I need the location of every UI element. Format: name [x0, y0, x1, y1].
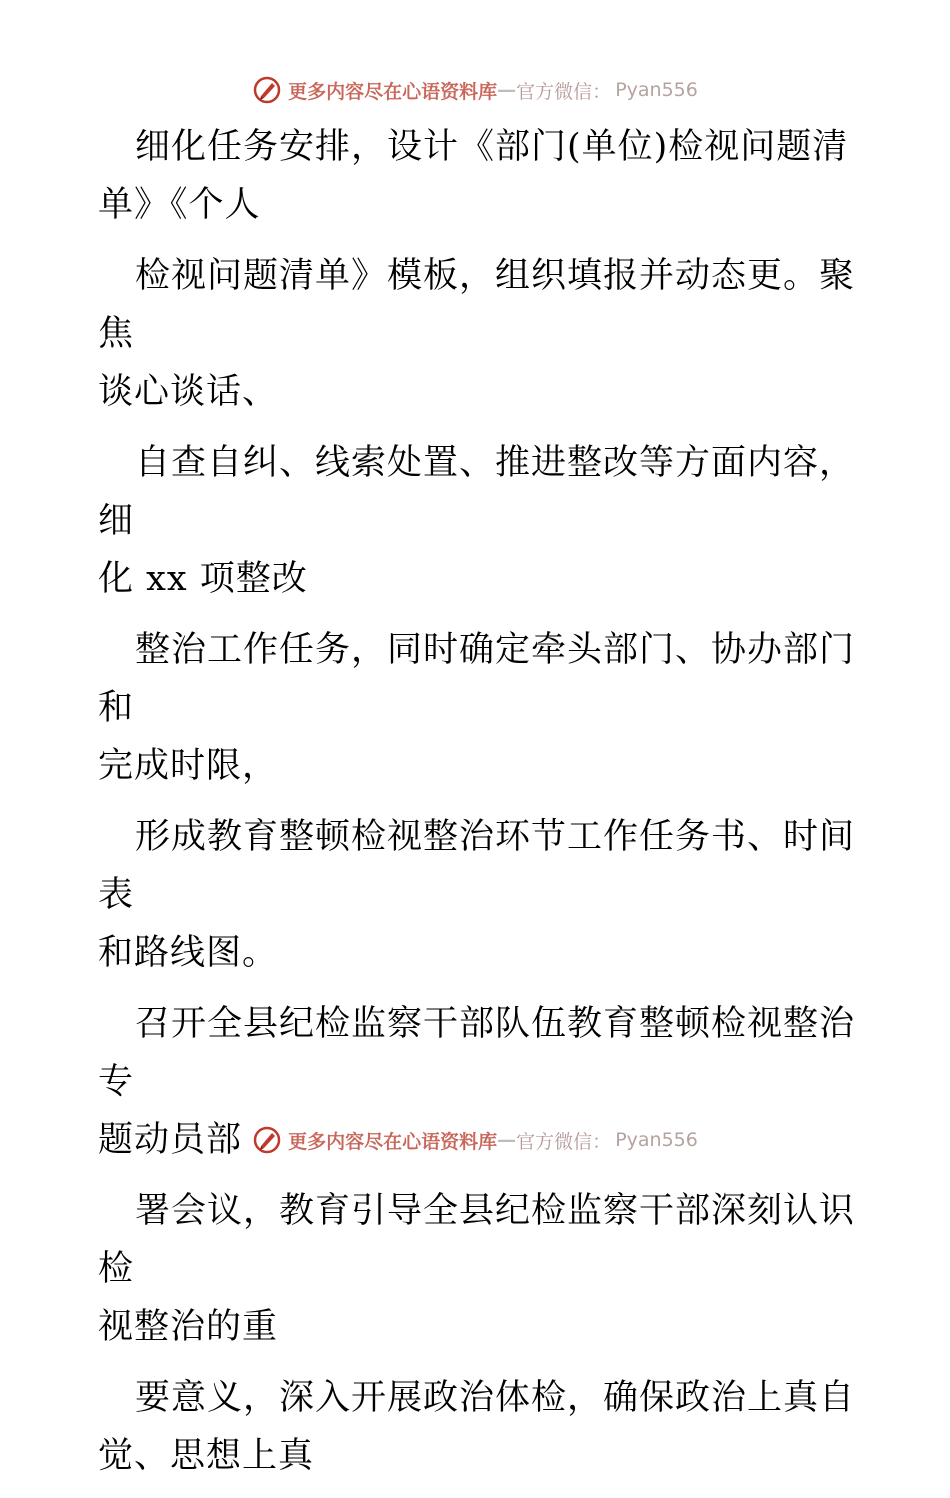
- watermark-account: Pyan556: [615, 1129, 698, 1151]
- watermark-separator: —: [497, 79, 517, 101]
- paragraph-line: 自查自纠、线索处置、推进整改等方面内容，细: [98, 443, 856, 541]
- watermark-account: Pyan556: [615, 79, 698, 101]
- paragraph-line: 单》《个人: [98, 185, 261, 225]
- paragraph-line: 完成时限，: [98, 746, 279, 786]
- paragraph-line: 谈心谈话、: [98, 372, 279, 412]
- watermark-separator: —: [497, 1129, 517, 1151]
- paragraph: [98, 1182, 858, 1356]
- watermark-lead-text: 更多内容尽在心语资料库: [288, 1130, 498, 1153]
- paragraph: [98, 1369, 858, 1485]
- paragraph-line: 形成教育整顿检视整治环节工作任务书、时间表: [98, 817, 856, 915]
- header-watermark: [0, 70, 950, 110]
- document-body: [98, 118, 858, 1498]
- pen-logo-icon: [252, 1125, 282, 1155]
- paragraph: [98, 434, 858, 608]
- watermark-tail-text: 官方微信：: [516, 1130, 612, 1153]
- paragraph-line: 整治工作任务，同时确定牵头部门、协办部门和: [98, 630, 856, 728]
- paragraph-line: 检视问题清单》模板，组织填报并动态更。聚焦: [98, 256, 856, 354]
- paragraph-line: 觉、思想上真: [98, 1436, 315, 1476]
- paragraph: [98, 808, 858, 982]
- watermark-tail-text: 官方微信：: [516, 80, 612, 103]
- paragraph: [98, 247, 858, 421]
- footer-watermark: [0, 1120, 950, 1160]
- pen-logo-icon: [252, 75, 282, 105]
- paragraph-line: 细化任务安排，设计《部门(单位)检视问题清: [135, 127, 849, 167]
- paragraph: [98, 118, 858, 234]
- paragraph-line: 题动员部: [98, 1120, 243, 1160]
- paragraph-line: 召开全县纪检监察干部队伍教育整顿检视整治专: [98, 1004, 856, 1102]
- paragraph: [98, 621, 858, 795]
- paragraph-line: 署会议，教育引导全县纪检监察干部深刻认识检: [98, 1191, 856, 1289]
- watermark-lead-text: 更多内容尽在心语资料库: [288, 80, 498, 103]
- paragraph-line: 化 xx 项整改: [98, 559, 308, 599]
- paragraph-line: 视整治的重: [98, 1307, 279, 1347]
- paragraph-line: 要意义，深入开展政治体检，确保政治上真自: [135, 1378, 856, 1418]
- paragraph-line: 和路线图。: [98, 933, 279, 973]
